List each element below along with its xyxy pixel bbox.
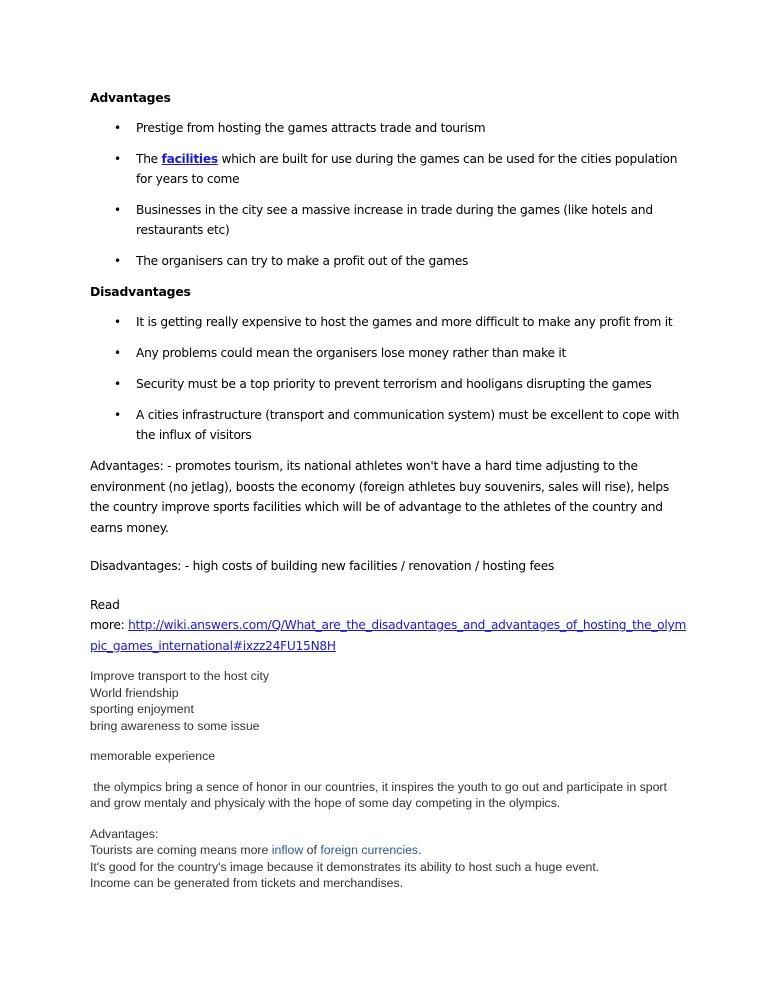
list-item: • Any problems could mean the organisers lose money rather than make it: [90, 343, 690, 363]
read-more-link[interactable]: http://wiki.answers.com/Q/What_are_the_disadvantages_and_advantages_of_hosting_the_olympic_games_international#ixzz24FU15N8H: [90, 618, 687, 653]
advantages-paragraph: Advantages: - promotes tourism, its national athletes won't have a hard time adjusting to the environment (no jetlag), boosts the economy (foreign athletes buy souvenirs, sales will rise), helps the country improve sports facilities which will be of advantage to the athletes of the country and earns money.: [90, 459, 669, 535]
list-line: World friendship: [90, 685, 179, 700]
olympics-paragraph: the olympics bring a sence of honor in our countries, it inspires the youth to go out and participate in sport and grow mentaly and physicaly with the hope of some day competing in the olympics.: [90, 779, 671, 810]
bullet-icon: •: [114, 152, 121, 166]
read-more-prefix: more:: [90, 618, 129, 632]
document-body: [90, 88, 690, 900]
bullet-icon: •: [114, 315, 121, 329]
list-line: Improve transport to the host city: [90, 669, 270, 683]
image-line: It's good for the country's image because it demonstrates its ability to host such a huge event.: [90, 859, 600, 874]
income-line: Income can be generated from tickets and merchandises.: [90, 876, 404, 890]
tourists-line: Tourists are coming means more inflow of foreign currencies.: [90, 843, 422, 857]
list-line: bring awareness to some issue: [90, 718, 260, 733]
list-line: sporting enjoyment: [90, 702, 194, 716]
memorable-line: memorable experience: [90, 749, 216, 763]
read-more: [90, 595, 690, 657]
list-item: • Security must be a top priority to prevent terrorism and hooligans disrupting the games: [90, 374, 690, 394]
bullet-icon: •: [114, 203, 121, 217]
disadvantages-paragraph: Disadvantages: - high costs of building new facilities / renovation / hosting fees: [90, 559, 555, 573]
advantages-list: [90, 118, 690, 271]
read-more-label: Read: [90, 597, 120, 612]
list-item: • The organisers can try to make a profit out of the games: [90, 251, 690, 271]
bullet-icon: •: [114, 121, 121, 135]
list-item: • It is getting really expensive to host the games and more difficult to make any profit from it: [90, 312, 690, 332]
list-item: • A cities infrastructure (transport and communication system) must be excellent to cope with the influx of visitors: [90, 405, 690, 445]
list-item: • Prestige from hosting the games attracts trade and tourism: [90, 118, 690, 138]
bullet-icon: •: [114, 377, 121, 391]
bullet-icon: •: [114, 346, 121, 360]
final-advantages: [90, 826, 690, 892]
bullet-icon: •: [114, 408, 121, 422]
final-heading: Advantages:: [90, 826, 159, 841]
inflow-term: inflow: [271, 843, 304, 857]
list-item: • Businesses in the city see a massive increase in trade during the games (like hotels and restaurants etc): [90, 200, 690, 240]
benefits-lines: [90, 668, 690, 734]
facilities-link[interactable]: facilities: [161, 152, 218, 166]
list-item: • The facilities which are built for use during the games can be used for the cities population for years to come: [90, 149, 690, 189]
advantages-heading: Advantages: [90, 90, 171, 105]
disadvantages-heading: Disadvantages: [90, 284, 191, 299]
bullet-icon: •: [114, 254, 121, 268]
foreign-currencies-term: foreign currencies: [320, 843, 419, 857]
disadvantages-list: [90, 312, 690, 445]
